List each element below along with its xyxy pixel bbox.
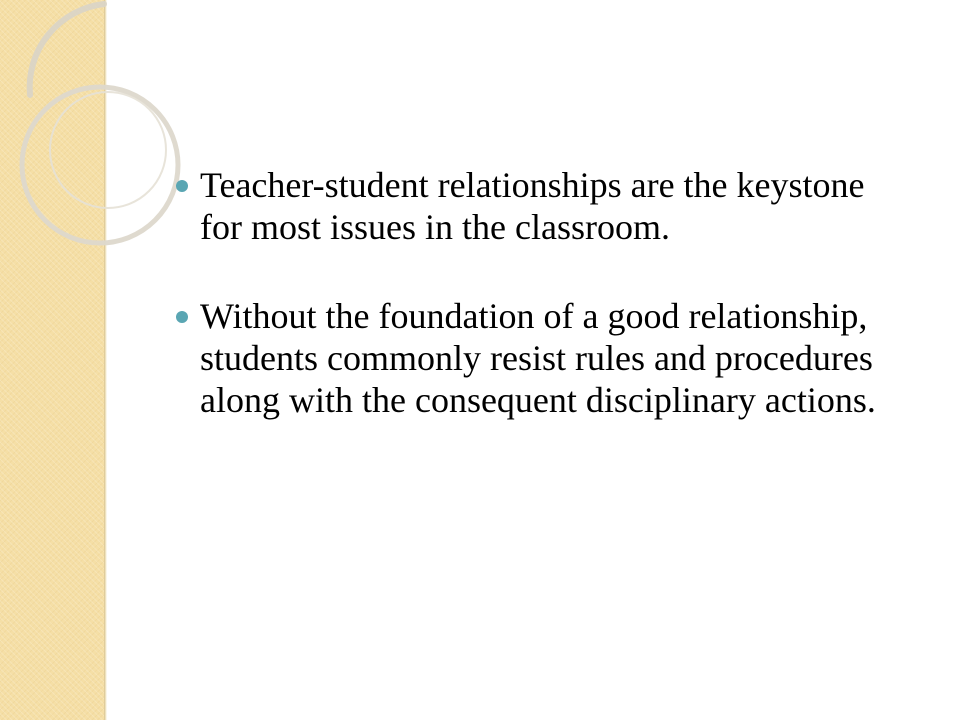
bullet-item [176,164,896,248]
bullet-dot-icon [176,180,188,192]
bullet-dot-icon [176,311,188,323]
bullet-text: Teacher-student relationships are the keystone for most issues in the classroom. [200,165,865,247]
bullet-item [176,295,896,421]
decorative-rings-icon [0,0,200,260]
bullet-text: Without the foundation of a good relationship, students commonly resist rules and procedures along with the consequent disciplinary actions. [200,296,876,420]
bullet-list [176,164,896,421]
slide-content [176,164,896,468]
